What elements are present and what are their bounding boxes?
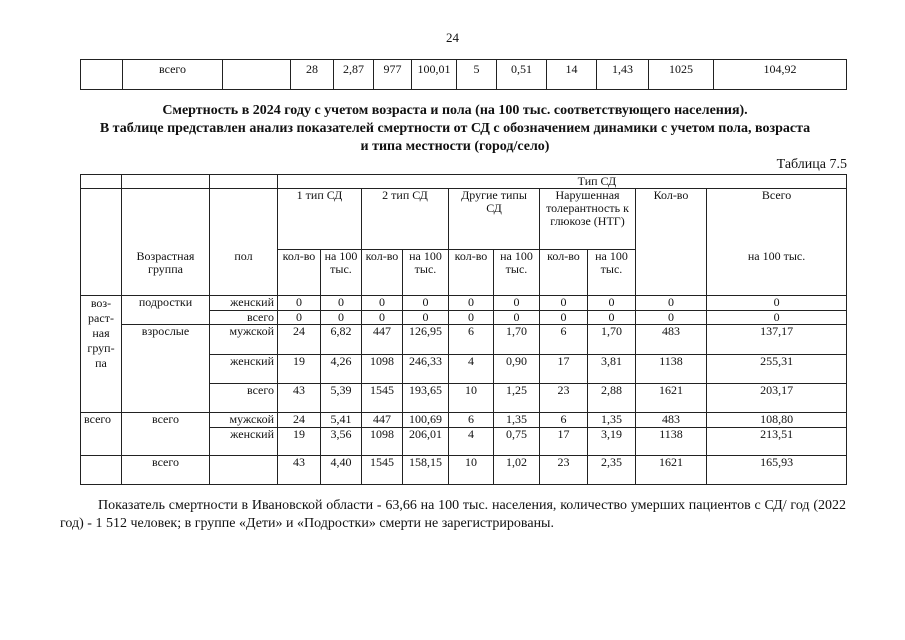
summary-row-table — [80, 59, 847, 90]
table-cell: 483 — [636, 413, 707, 428]
table-cell: 4 — [449, 428, 494, 456]
table-caption: Таблица 7.5 — [776, 157, 847, 172]
table-cell: 213,51 — [707, 428, 847, 456]
ntg-count-header: кол-во — [540, 250, 588, 296]
table-row — [81, 325, 847, 355]
table-cell: 1138 — [636, 355, 707, 384]
table-cell: 246,33 — [403, 355, 449, 384]
table-cell: 6 — [449, 325, 494, 355]
table-cell: 0 — [540, 296, 588, 311]
summary-paragraph: Показатель смертности в Ивановской области - 63,66 на 100 тыс. населения, количество умерших пациентов с СД/ год (2022 год) - 1 512 человек; в группе «Дети» и «Подростки» смерти не зарегистрированы. — [60, 498, 846, 531]
table-cell: 206,01 — [403, 428, 449, 456]
section-heading-line-2: В таблице представлен анализ показателей смертности от СД с обозначением динамики с учетом пола, возраста — [99, 121, 811, 136]
sex-cell: всего — [210, 311, 278, 325]
total-header: Всего — [707, 189, 847, 250]
table-cell: 104,92 — [714, 60, 847, 90]
sex-header: пол — [210, 250, 278, 296]
table-cell: 0 — [636, 311, 707, 325]
table-cell: 1,35 — [494, 413, 540, 428]
table-cell: 0 — [278, 296, 321, 311]
count-header: Кол-во — [636, 189, 707, 296]
table-cell: 483 — [636, 325, 707, 355]
table-cell: 1,43 — [597, 60, 649, 90]
sex-cell: всего — [210, 384, 278, 413]
table-cell: 1138 — [636, 428, 707, 456]
table-cell: 1621 — [636, 384, 707, 413]
table-row — [81, 296, 847, 311]
table-header-row — [81, 175, 847, 189]
table-cell: 0 — [278, 311, 321, 325]
table-cell: 10 — [449, 456, 494, 485]
table-cell: 1025 — [649, 60, 714, 90]
table-cell: 255,31 — [707, 355, 847, 384]
table-cell: 1098 — [362, 428, 403, 456]
t2-per100-header: на 100 тыс. — [403, 250, 449, 296]
table-cell: 0 — [449, 296, 494, 311]
table-cell: 0 — [403, 311, 449, 325]
table-cell: 2,88 — [588, 384, 636, 413]
table-cell: 0,51 — [497, 60, 547, 90]
table-cell: 100,69 — [403, 413, 449, 428]
table-cell: 0 — [540, 311, 588, 325]
table-cell: 3,81 — [588, 355, 636, 384]
table-cell: 1621 — [636, 456, 707, 485]
table-cell: 4 — [449, 355, 494, 384]
table-cell: 24 — [278, 325, 321, 355]
table-cell: 0 — [588, 311, 636, 325]
table-cell: 0,90 — [494, 355, 540, 384]
table-header-row — [81, 250, 847, 296]
table-cell: 6 — [449, 413, 494, 428]
sex-cell: мужской — [210, 413, 278, 428]
table-cell: 0 — [321, 311, 362, 325]
table-cell: 2,87 — [334, 60, 374, 90]
table-cell: 23 — [540, 384, 588, 413]
other-count-header: кол-во — [449, 250, 494, 296]
table-cell: 14 — [547, 60, 597, 90]
table-cell: 5 — [457, 60, 497, 90]
table-cell: 165,93 — [707, 456, 847, 485]
table-row — [81, 413, 847, 428]
ntg-header: Нарушенная толерантность к глюкозе (НТГ) — [540, 189, 636, 250]
table-cell: 977 — [374, 60, 412, 90]
table-cell: 0 — [403, 296, 449, 311]
table-cell: 1,25 — [494, 384, 540, 413]
table-cell — [223, 60, 291, 90]
group-cell: всего — [122, 456, 210, 485]
table-cell: 1545 — [362, 384, 403, 413]
group-cell: взрослые — [122, 325, 210, 413]
table-cell: 1,35 — [588, 413, 636, 428]
table-cell: всего — [123, 60, 223, 90]
table-cell: 5,41 — [321, 413, 362, 428]
table-cell: 6 — [540, 325, 588, 355]
table-cell: 5,39 — [321, 384, 362, 413]
table-cell: 100,01 — [412, 60, 457, 90]
table-cell: 158,15 — [403, 456, 449, 485]
table-cell: 43 — [278, 384, 321, 413]
table-cell: 17 — [540, 355, 588, 384]
table-cell: 126,95 — [403, 325, 449, 355]
table-cell: 108,80 — [707, 413, 847, 428]
table-cell: 1,70 — [494, 325, 540, 355]
other-types-header: Другие типы СД — [449, 189, 540, 250]
age-side-label: воз-раст-ная груп-па — [81, 296, 122, 413]
table-cell: 0 — [588, 296, 636, 311]
sex-cell: женский — [210, 355, 278, 384]
sex-cell: женский — [210, 428, 278, 456]
table-cell: 6 — [540, 413, 588, 428]
table-cell: 10 — [449, 384, 494, 413]
table-cell: 0 — [362, 311, 403, 325]
t2-count-header: кол-во — [362, 250, 403, 296]
table-row — [81, 456, 847, 485]
table-cell — [81, 60, 123, 90]
group-cell: всего — [122, 413, 210, 456]
type1-header: 1 тип СД — [278, 189, 362, 250]
table-cell: 3,56 — [321, 428, 362, 456]
t1-count-header: кол-во — [278, 250, 321, 296]
side-total-cell: всего — [81, 413, 122, 456]
table-cell: 447 — [362, 413, 403, 428]
table-cell: 24 — [278, 413, 321, 428]
table-cell: 0,75 — [494, 428, 540, 456]
table-cell: 0 — [494, 311, 540, 325]
table-cell: 0 — [707, 311, 847, 325]
section-heading-line-3: и типа местности (город/село) — [360, 139, 550, 154]
table-header-row — [81, 189, 847, 250]
table-cell: 0 — [449, 311, 494, 325]
table-cell: 4,26 — [321, 355, 362, 384]
table-cell: 1545 — [362, 456, 403, 485]
type-sd-header: Тип СД — [278, 175, 847, 189]
table-cell: 1,02 — [494, 456, 540, 485]
type2-header: 2 тип СД — [362, 189, 449, 250]
section-heading-line-1: Смертность в 2024 году с учетом возраста и пола (на 100 тыс. соответствующего населения). — [162, 103, 748, 118]
table-cell: 193,65 — [403, 384, 449, 413]
sex-cell: женский — [210, 296, 278, 311]
table-cell: 0 — [321, 296, 362, 311]
table-cell: 0 — [636, 296, 707, 311]
table-cell: 2,35 — [588, 456, 636, 485]
total-per100-header: на 100 тыс. — [707, 250, 847, 296]
table-cell: 203,17 — [707, 384, 847, 413]
table-cell: 19 — [278, 428, 321, 456]
table-cell: 137,17 — [707, 325, 847, 355]
table-cell: 23 — [540, 456, 588, 485]
table-cell: 0 — [494, 296, 540, 311]
group-cell: подростки — [122, 296, 210, 325]
table-cell: 17 — [540, 428, 588, 456]
age-group-header: Возрастная группа — [122, 250, 210, 296]
table-cell: 3,19 — [588, 428, 636, 456]
page-number: 24 — [446, 30, 459, 45]
table-cell: 1098 — [362, 355, 403, 384]
table-cell: 6,82 — [321, 325, 362, 355]
table-cell: 4,40 — [321, 456, 362, 485]
other-per100-header: на 100 тыс. — [494, 250, 540, 296]
t1-per100-header: на 100 тыс. — [321, 250, 362, 296]
table-cell: 43 — [278, 456, 321, 485]
table-row — [81, 60, 847, 90]
mortality-table — [80, 174, 847, 485]
table-cell: 1,70 — [588, 325, 636, 355]
table-cell: 447 — [362, 325, 403, 355]
table-cell: 0 — [707, 296, 847, 311]
sex-cell: мужской — [210, 325, 278, 355]
table-cell: 19 — [278, 355, 321, 384]
table-cell: 0 — [362, 296, 403, 311]
ntg-per100-header: на 100 тыс. — [588, 250, 636, 296]
table-cell: 28 — [291, 60, 334, 90]
